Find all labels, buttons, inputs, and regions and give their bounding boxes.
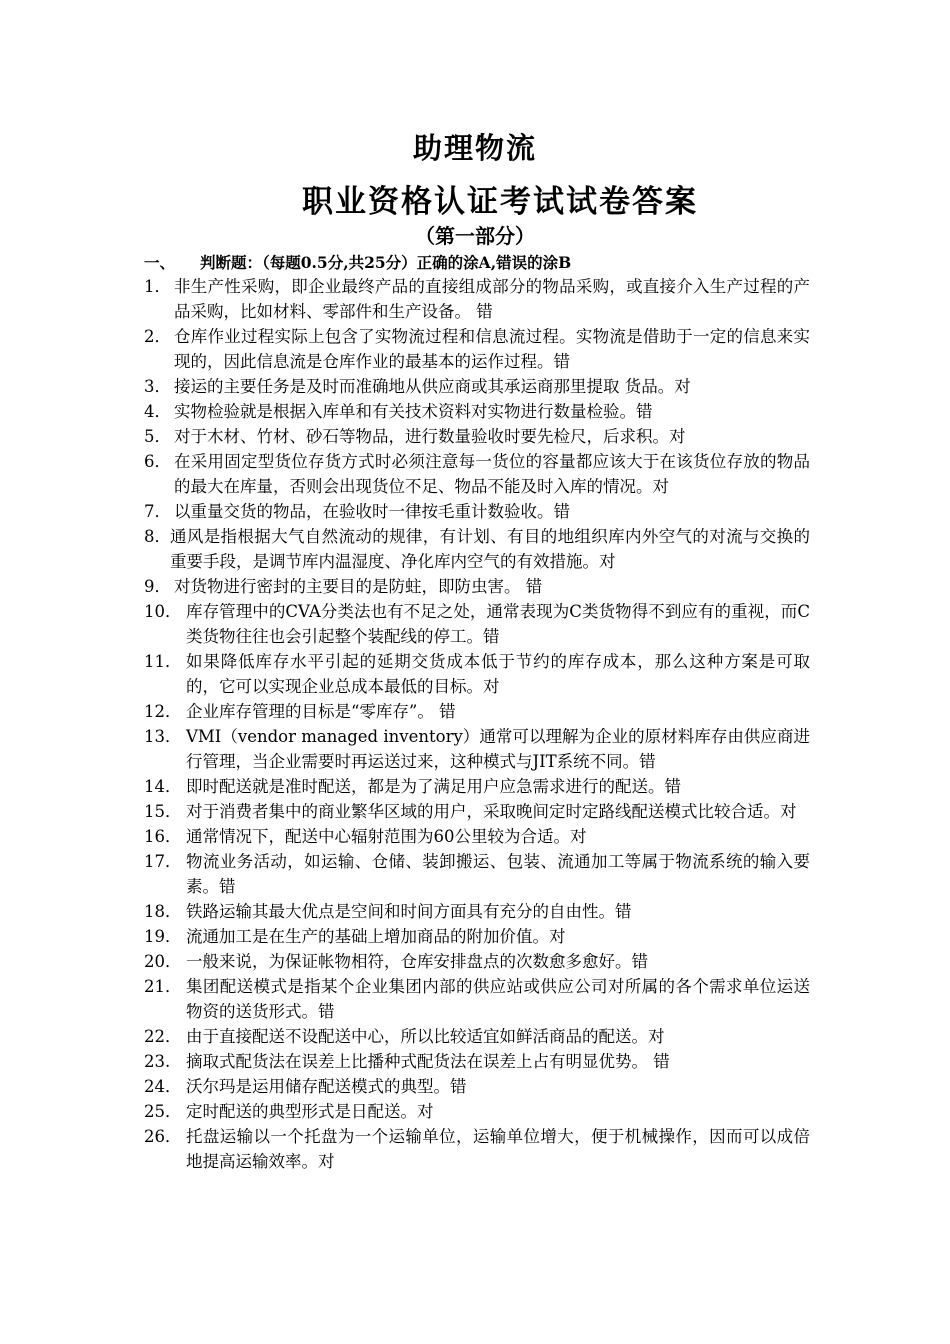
- list-item: [0, 1074, 950, 1099]
- list-item: [0, 524, 950, 574]
- item-text: 对货物进行密封的主要目的是防蛀，即防虫害。 错: [174, 577, 543, 596]
- item-text: 铁路运输其最大优点是空间和时间方面具有充分的自由性。错: [186, 902, 632, 921]
- list-item: [0, 774, 950, 799]
- item-text: 定时配送的典型形式是日配送。对: [186, 1102, 434, 1121]
- list-item: [0, 974, 950, 1024]
- list-item: [0, 324, 950, 374]
- item-number: 20．: [144, 952, 182, 971]
- item-text: 非生产性采购，即企业最终产品的直接组成部分的物品采购，或直接介入生产过程的产品采购，比如材料、零部件和生产设备。 错: [174, 277, 810, 321]
- item-text: 物流业务活动，如运输、仓储、装卸搬运、包装、流通加工等属于物流系统的输入要素。错: [186, 852, 810, 896]
- list-item: [0, 599, 950, 649]
- list-item: [0, 1099, 950, 1124]
- item-text: 由于直接配送不设配送中心，所以比较适宜如鲜活商品的配送。对: [186, 1027, 665, 1046]
- list-item: [0, 449, 950, 499]
- item-number: 16．: [144, 827, 182, 846]
- item-text: 通常情况下，配送中心辐射范围为60公里较为合适。对: [186, 827, 587, 846]
- list-item: [0, 499, 950, 524]
- list-item: [0, 849, 950, 899]
- item-number: 2．: [144, 327, 171, 346]
- item-text: VMI（vendor managed inventory）通常可以理解为企业的原材料库存由供应商进行管理，当企业需要时再运送过来，这种模式与JIT系统不同。错: [186, 727, 810, 771]
- item-text: 流通加工是在生产的基础上增加商品的附加价值。对: [186, 927, 566, 946]
- item-number: 22．: [144, 1027, 182, 1046]
- item-number: 18．: [144, 902, 182, 921]
- list-item: [0, 924, 950, 949]
- item-number: 12．: [144, 702, 182, 721]
- item-number: 9．: [144, 577, 171, 596]
- section-number: 一、: [144, 253, 176, 272]
- document-subtitle: 职业资格认证考试试卷答案: [302, 184, 698, 220]
- item-text: 沃尔玛是运用储存配送模式的典型。错: [186, 1077, 467, 1096]
- item-text: 对于木材、竹材、砂石等物品，进行数量验收时要先检尺，后求积。对: [174, 427, 686, 446]
- item-text: 在采用固定型货位存货方式时必须注意每一货位的容量都应该大于在该货位存放的物品的最大在库量，否则会出现货位不足、物品不能及时入库的情况。对: [174, 452, 810, 496]
- item-text: 库存管理中的CVA分类法也有不足之处，通常表现为C类货物得不到应有的重视，而C类货物往往也会引起整个装配线的停工。错: [186, 602, 810, 646]
- item-number: 8．: [144, 527, 171, 546]
- section-heading: [144, 251, 824, 275]
- item-text: 即时配送就是准时配送，都是为了满足用户应急需求进行的配送。错: [186, 777, 681, 796]
- item-text: 如果降低库存水平引起的延期交货成本低于节约的库存成本，那么这种方案是可取的，它可以实现企业总成本最低的目标。对: [186, 652, 810, 696]
- section-heading-text: 判断题：（每题0.5分,共25分）正确的涂A,错误的涂B: [200, 253, 572, 272]
- item-number: 21．: [144, 977, 182, 996]
- document-part-label: （第一部分）: [415, 224, 535, 248]
- list-item: [0, 274, 950, 324]
- list-item: [0, 399, 950, 424]
- item-text: 实物检验就是根据入库单和有关技术资料对实物进行数量检验。错: [174, 402, 653, 421]
- list-item: [0, 374, 950, 399]
- item-number: 25．: [144, 1102, 182, 1121]
- item-number: 23.: [144, 1052, 171, 1071]
- item-text: 企业库存管理的目标是“零库存”。 错: [186, 702, 456, 721]
- item-text: 仓库作业过程实际上包含了实物流过程和信息流过程。实物流是借助于一定的信息来实现的，因此信息流是仓库作业的最基本的运作过程。错: [174, 327, 810, 371]
- item-number: 26．: [144, 1127, 182, 1146]
- list-item: [0, 724, 950, 774]
- list-item: [0, 649, 950, 699]
- item-number: 17．: [144, 852, 182, 871]
- item-number: 24．: [144, 1077, 182, 1096]
- item-text: 一般来说，为保证帐物相符，仓库安排盘点的次数愈多愈好。错: [186, 952, 648, 971]
- list-item: [0, 699, 950, 724]
- list-item: [0, 1049, 950, 1074]
- item-text: 接运的主要任务是及时而准确地从供应商或其承运商那里提取 货品。对: [174, 377, 691, 396]
- item-number: 19．: [144, 927, 182, 946]
- item-number: 6．: [144, 452, 171, 471]
- item-number: 10．: [144, 602, 182, 621]
- item-number: 7．: [144, 502, 171, 521]
- list-item: [0, 799, 950, 824]
- list-item: [0, 949, 950, 974]
- question-list: [0, 274, 950, 1174]
- item-text: 以重量交货的物品，在验收时一律按毛重计数验收。错: [174, 502, 570, 521]
- item-text: 托盘运输以一个托盘为一个运输单位，运输单位增大，便于机械操作，因而可以成倍地提高运输效率。对: [186, 1127, 810, 1171]
- list-item: [0, 1124, 950, 1174]
- list-item: [0, 899, 950, 924]
- item-text: 集团配送模式是指某个企业集团内部的供应站或供应公司对所属的各个需求单位运送物资的送货形式。错: [186, 977, 810, 1021]
- item-number: 13．: [144, 727, 182, 746]
- item-text: 对于消费者集中的商业繁华区域的用户，采取晚间定时定路线配送模式比较合适。对: [186, 802, 797, 821]
- item-number: 4．: [144, 402, 171, 421]
- item-text: 通风是指根据大气自然流动的规律，有计划、有目的地组织库内外空气的对流与交换的重要手段，是调节库内温湿度、净化库内空气的有效措施。对: [170, 527, 810, 571]
- item-number: 5．: [144, 427, 171, 446]
- item-number: 1．: [144, 277, 171, 296]
- list-item: [0, 824, 950, 849]
- list-item: [0, 1024, 950, 1049]
- item-text: 摘取式配货法在误差上比播种式配货法在误差上占有明显优势。 错: [186, 1052, 670, 1071]
- item-number: 15．: [144, 802, 182, 821]
- document-title: 助理物流: [412, 131, 537, 165]
- item-number: 11．: [144, 652, 182, 671]
- list-item: [0, 424, 950, 449]
- item-number: 3．: [144, 377, 171, 396]
- list-item: [0, 574, 950, 599]
- item-number: 14．: [144, 777, 182, 796]
